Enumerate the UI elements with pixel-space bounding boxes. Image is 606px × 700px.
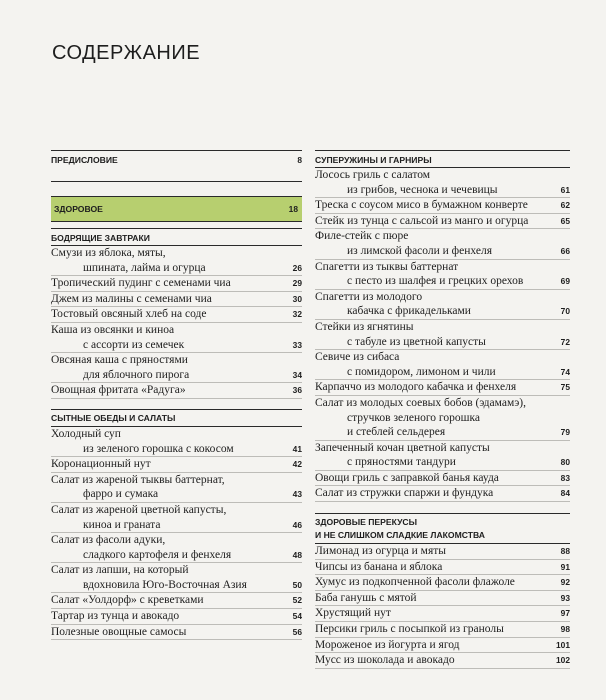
toc-entry-line [51, 503, 302, 518]
entry-title: Баба ганушь с мятой [315, 591, 417, 604]
toc-entry-line [51, 578, 302, 593]
entry-title: Хумус из подкопченной фасоли флажоле [315, 576, 515, 589]
toc-entry-line [315, 544, 570, 559]
toc-entry[interactable] [51, 625, 302, 641]
page-number: 72 [560, 336, 570, 347]
toc-entry-line [315, 560, 570, 575]
entry-title: Тропический пудинг с семенами чиа [51, 277, 231, 290]
entry-title: сладкого картофеля и фенхеля [83, 548, 232, 561]
entry-title: с ассорти из семечек [83, 338, 185, 351]
toc-entry[interactable] [315, 544, 570, 560]
page-number: 92 [560, 577, 570, 588]
page-number: 33 [292, 339, 302, 350]
toc-section-preface[interactable] [51, 150, 302, 182]
page-number: 70 [560, 306, 570, 317]
page-number: 101 [556, 639, 570, 650]
entry-title: Салат «Уолдорф» с креветками [51, 594, 204, 607]
entry-title: Салат из стружки спаржи и фундука [315, 487, 494, 500]
page-number: 26 [292, 262, 302, 273]
page-title: СОДЕРЖАНИЕ [52, 42, 201, 64]
toc-entry-line [315, 411, 570, 426]
page-number: 48 [292, 549, 302, 560]
entry-title: кабачка с фрикадельками [347, 305, 471, 318]
page-number: 93 [560, 592, 570, 603]
page-number: 46 [292, 519, 302, 530]
toc-section-healthy-highlight[interactable] [51, 196, 302, 222]
page-number: 80 [560, 457, 570, 468]
toc-entry-line [51, 383, 302, 398]
toc-entry-line [51, 442, 302, 457]
toc-entry-line [51, 353, 302, 368]
toc-entry-line [315, 653, 570, 668]
page-number: 91 [560, 561, 570, 572]
toc-entry[interactable] [315, 396, 570, 441]
page-number: 79 [560, 427, 570, 438]
toc-entry-line [315, 441, 570, 456]
page-number: 88 [560, 546, 570, 557]
page-number: 62 [560, 200, 570, 211]
toc-entry[interactable] [315, 575, 570, 591]
page-number: 36 [292, 385, 302, 396]
toc-entry[interactable] [51, 307, 302, 323]
entry-title: Севиче из сибаса [315, 351, 400, 364]
entry-title: с песто из шалфея и грецких орехов [347, 275, 524, 288]
page-number: 56 [292, 626, 302, 637]
toc-entry[interactable] [315, 560, 570, 576]
entry-title: из грибов, чеснока и чечевицы [347, 183, 498, 196]
page-number: 84 [560, 488, 570, 499]
toc-entry[interactable] [315, 350, 570, 380]
toc-left-column [51, 150, 302, 640]
entry-title: Овсяная каша с пряностями [51, 354, 188, 367]
entry-title: с помидором, лимоном и чили [347, 365, 496, 378]
page-number: 75 [560, 382, 570, 393]
toc-entry[interactable] [315, 320, 570, 350]
toc-entry-line [51, 307, 302, 322]
toc-entry-line [315, 260, 570, 275]
toc-entry-line [315, 335, 570, 350]
entry-title: Овощная фритата «Радуга» [51, 384, 186, 397]
entry-title: Коронационный нут [51, 458, 151, 471]
toc-entry-line [315, 168, 570, 183]
toc-entry-line [315, 320, 570, 335]
section-label: ЗДОРОВОЕ [54, 204, 103, 214]
toc-entry-line [51, 261, 302, 276]
entry-title: с пряностями тандури [347, 456, 456, 469]
toc-entry-line [51, 593, 302, 608]
entry-title: Стейки из ягнятины [315, 320, 414, 333]
entry-title: Лосось гриль с салатом [315, 169, 431, 181]
toc-entry[interactable] [315, 606, 570, 622]
toc-entry-line [315, 290, 570, 305]
page-number: 29 [292, 278, 302, 289]
toc-entry[interactable] [315, 380, 570, 396]
entry-title: Салат из молодых соевых бобов (эдамамэ), [315, 396, 527, 409]
entry-title: и стеблей сельдерея [347, 426, 446, 439]
toc-entry[interactable] [315, 638, 570, 654]
entry-title: Карпаччо из молодого кабачка и фенхеля [315, 381, 517, 394]
toc-entry-line [315, 214, 570, 229]
entry-title: Спагетти из молодого [315, 290, 423, 303]
page-number: 30 [292, 293, 302, 304]
entry-title: Хрустящий нут [315, 607, 391, 620]
toc-entry[interactable] [51, 609, 302, 625]
toc-entry-line [315, 606, 570, 621]
entry-title: Тартар из тунца и авокадо [51, 610, 180, 623]
toc-entry[interactable] [51, 323, 302, 353]
toc-entry-line [51, 548, 302, 563]
toc-entry-line [51, 625, 302, 640]
entry-title: Чипсы из банана и яблока [315, 560, 443, 573]
toc-entry[interactable] [315, 441, 570, 471]
toc-right-column [315, 150, 570, 669]
toc-entry-line [51, 323, 302, 338]
toc-entry-line [315, 396, 570, 411]
toc-section-heading[interactable] [51, 228, 302, 246]
entry-title: Холодный суп [51, 427, 121, 440]
toc-entry-line [51, 563, 302, 578]
page-number: 41 [292, 443, 302, 454]
entry-title: Треска с соусом мисо в бумажном конверте [315, 199, 528, 212]
entry-title: Каша из овсянки и киноа [51, 323, 175, 336]
toc-entry[interactable] [315, 653, 570, 669]
page-number: 18 [288, 204, 298, 214]
page-number: 42 [292, 459, 302, 470]
entry-title: Мороженое из йогурта и ягод [315, 638, 460, 651]
toc-entry[interactable] [51, 276, 302, 292]
toc-entry-line [315, 365, 570, 380]
page-number: 65 [560, 215, 570, 226]
toc-entry-line [51, 338, 302, 353]
toc-entry-line [315, 575, 570, 590]
toc-entry[interactable] [51, 457, 302, 473]
section-label: СЫТНЫЕ ОБЕДЫ И САЛАТЫ [51, 413, 176, 424]
toc-entry-line [315, 274, 570, 289]
entry-title: Тостовый овсяный хлеб на соде [51, 308, 207, 321]
toc-entry[interactable] [51, 292, 302, 308]
toc-entry-line [315, 471, 570, 486]
entry-title: Стейк из тунца с сальсой из манго и огурца [315, 214, 529, 227]
entry-title: Салат из лапши, на который [51, 564, 189, 577]
toc-entry[interactable] [51, 246, 302, 276]
toc-entry[interactable] [51, 593, 302, 609]
section-label: ЗДОРОВЫЕ ПЕРЕКУСЫ И НЕ СЛИШКОМ СЛАДКИЕ ЛАКОМСТВА [315, 517, 485, 541]
toc-entry-line [51, 473, 302, 488]
entry-title: Овощи гриль с заправкой банья кауда [315, 471, 499, 484]
page-number: 61 [560, 184, 570, 195]
toc-entry[interactable] [315, 591, 570, 607]
page-number: 50 [292, 579, 302, 590]
toc-entry-line [315, 486, 570, 501]
page-number: 97 [560, 608, 570, 619]
toc-entry-line [315, 380, 570, 395]
toc-section-heading[interactable] [315, 513, 570, 544]
page-number: 54 [292, 611, 302, 622]
toc-entry[interactable] [51, 503, 302, 533]
toc-entry-line [315, 638, 570, 653]
entry-title: Филе-стейк с пюре [315, 230, 409, 243]
toc-entry[interactable] [51, 427, 302, 457]
toc-entry[interactable] [315, 229, 570, 259]
page-number: 74 [560, 366, 570, 377]
toc-entry-line [315, 229, 570, 244]
entry-title: вдохновила Юго-Восточная Азия [83, 578, 247, 591]
page-number: 102 [556, 655, 570, 666]
toc-entry-line [315, 198, 570, 213]
toc-entry[interactable] [51, 383, 302, 399]
toc-entry[interactable] [51, 563, 302, 593]
toc-entry[interactable] [315, 214, 570, 230]
toc-entry-line [51, 246, 302, 261]
page-number: 52 [292, 595, 302, 606]
toc-entry-line [51, 487, 302, 502]
toc-entry-line [315, 350, 570, 365]
toc-entry[interactable] [315, 486, 570, 502]
toc-right-sections [315, 150, 570, 669]
toc-entry[interactable] [315, 260, 570, 290]
entry-title: Салат из жареной цветной капусты, [51, 503, 227, 516]
entry-title: Салат из жареной тыквы баттернат, [51, 473, 225, 486]
toc-entry[interactable] [315, 290, 570, 320]
section-label: БОДРЯЩИЕ ЗАВТРАКИ [51, 232, 150, 243]
toc-entry-line [315, 425, 570, 440]
toc-entry-line [51, 457, 302, 472]
entry-title: стручков зеленого горошка [347, 411, 480, 424]
entry-title: Салат из фасоли адуки, [51, 534, 166, 547]
toc-left-sections [51, 228, 302, 640]
entry-title: Смузи из яблока, мяты, [51, 247, 166, 259]
entry-title: для яблочного пирога [83, 368, 190, 381]
section-label: СУПЕРУЖИНЫ И ГАРНИРЫ [315, 154, 432, 165]
entry-title: фарро и сумака [83, 488, 159, 501]
toc-entry[interactable] [315, 198, 570, 214]
toc-entry-line [315, 304, 570, 319]
toc-entry-line [51, 533, 302, 548]
toc-entry-line [51, 518, 302, 533]
entry-title: Джем из малины с семенами чиа [51, 292, 212, 305]
page-number: 8 [297, 154, 302, 165]
page-number: 32 [292, 309, 302, 320]
entry-title: из лимской фасоли и фенхеля [347, 244, 492, 257]
toc-entry[interactable] [315, 471, 570, 487]
toc-entry-line [51, 276, 302, 291]
toc-entry-line [51, 609, 302, 624]
entry-title: Полезные овощные самосы [51, 625, 187, 638]
toc-entry-line [315, 622, 570, 637]
entry-title: Персики гриль с посыпкой из гранолы [315, 623, 504, 636]
toc-entry[interactable] [315, 168, 570, 198]
toc-entry-line [51, 292, 302, 307]
toc-section-heading[interactable] [51, 409, 302, 427]
toc-entry[interactable] [315, 622, 570, 638]
toc-entry-line [51, 368, 302, 383]
entry-title: шпината, лайма и огурца [83, 261, 206, 274]
toc-entry-line [315, 244, 570, 259]
page-number: 98 [560, 624, 570, 635]
entry-title: Запеченный кочан цветной капусты [315, 441, 490, 454]
toc-section-heading[interactable] [315, 150, 570, 168]
entry-title: Мусс из шоколада и авокадо [315, 654, 455, 667]
toc-entry-line [51, 427, 302, 442]
toc-entry[interactable] [51, 353, 302, 383]
toc-entry[interactable] [51, 533, 302, 563]
entry-title: из зеленого горошка с кокосом [83, 442, 234, 455]
page-number: 69 [560, 276, 570, 287]
entry-title: Спагетти из тыквы баттернат [315, 260, 459, 273]
entry-title: киноа и граната [83, 518, 161, 531]
page-number: 43 [292, 489, 302, 500]
toc-entry[interactable] [51, 473, 302, 503]
entry-title: с табуле из цветной капусты [347, 335, 486, 348]
toc-entry-line [315, 455, 570, 470]
page-number: 83 [560, 472, 570, 483]
toc-entry-line [315, 591, 570, 606]
page-number: 34 [292, 369, 302, 380]
entry-title: Лимонад из огурца и мяты [315, 545, 446, 558]
page-number: 66 [560, 245, 570, 256]
toc-entry-line [315, 183, 570, 198]
section-label: ПРЕДИСЛОВИЕ [51, 154, 118, 165]
